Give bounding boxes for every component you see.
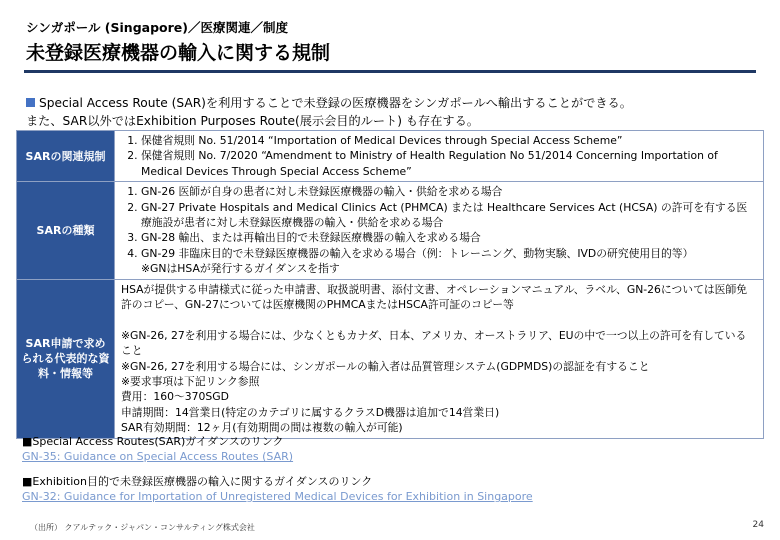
types-cell [115,182,764,279]
intro-text [26,94,766,130]
sar-link-label: ■Special Access Routes(SAR)ガイダンスのリンク [22,435,284,448]
documents-note-2: ※GN-26, 27を利用する場合には、シンガポールの輸入者は品質管理システム(GDPMDS)の認証を有すること [121,359,650,373]
documents-validity: SAR有効期間：12ヶ月(有効期間の間は複数の輸入が可能) [121,421,403,435]
types-note: ※GNはHSAが発行するガイダンスを指す [141,262,340,276]
documents-fee: 費用：160～370SGD [121,390,229,404]
list-item: 4. GN-29 非臨床目的で未登録医療機器の輸入を求める場合（例：トレーニング、動物実験、IVDの研究使用目的等） [141,246,757,261]
header-divider [24,70,756,73]
sar-guidance-link[interactable]: GN-35: Guidance on Special Access Routes (SAR) [22,450,294,463]
regulations-list [121,133,757,179]
table-row-types [17,182,764,279]
list-item: 3. GN-28 輸出、または再輸出目的で未登録医療機器の輸入を求める場合 [141,230,757,245]
types-list [121,184,757,261]
exhibition-guidance-link[interactable]: GN-32: Guidance for Importation of Unregistered Medical Devices for Exhibition in Singapore [22,490,533,503]
row-header-types: SARの種類 [17,182,115,279]
intro-line-1-text: Special Access Route (SAR)を利用することで未登録の医療機器をシンガポールへ輸出することができる。 [39,96,632,110]
intro-line-2: また、SAR以外ではExhibition Purposes Route(展示会目的ルート) も存在する。 [26,114,479,128]
sar-link-group [22,434,762,464]
reference-links [22,434,762,514]
page-number: 24 [752,520,764,530]
intro-line-1 [26,94,766,112]
documents-period: 申請期間：14営業日(特定のカテゴリに属するクラスD機器は追加で14営業日) [121,405,500,419]
list-item: 2. 保健省規則 No. 7/2020 “Amendment to Ministry of Health Regulation No 51/2014 Concerning Importation of Medical Devices Through Special Access Scheme” [141,148,757,179]
table-row-documents [17,279,764,438]
footer-source: （出所） クアルテック・ジャパン・コンサルティング株式会社 [30,523,255,532]
exhibition-link-label: ■Exhibition目的で未登録医療機器の輸入に関するガイダンスのリンク [22,475,373,488]
page-title: 未登録医療機器の輸入に関する規制 [26,42,331,64]
documents-note-3: ※要求事項は下記リンク参照 [121,375,260,389]
row-header-documents: SAR申請で求められる代表的な資料・情報等 [17,279,115,438]
sar-table [16,130,764,439]
header-subtitle: シンガポール (Singapore)／医療関連／制度 [26,20,288,35]
list-item: 2. GN-27 Private Hospitals and Medical Clinics Act (PHMCA) または Healthcare Services Act (HCSA) の許可を有する医療施設が患者に対し未登録医療機器の輸入・供給を求める場合 [141,200,757,231]
documents-cell [115,279,764,438]
list-item: 1. GN-26 医師が自身の患者に対し未登録医療機器の輸入・供給を求める場合 [141,184,757,199]
documents-note-1: ※GN-26, 27を利用する場合には、少なくともカナダ、日本、アメリカ、オーストラリア、EUの中で一つ以上の許可を有していること [121,328,747,358]
table-row-regulations [17,131,764,182]
row-header-regulations: SARの関連規制 [17,131,115,182]
regulations-cell [115,131,764,182]
square-bullet-icon [26,98,35,107]
documents-text: HSAが提供する申請様式に従った申請書、取扱説明書、添付文書、オペレーションマニュアル、ラベル、GN-26については医師免許のコピー、GN-27については医療機関のPHMCAまたはHSCA許可証のコピー等 [121,282,748,312]
exhibition-link-group [22,474,762,504]
list-item: 1. 保健省規則 No. 51/2014 “Importation of Medical Devices through Special Access Scheme” [141,133,757,148]
